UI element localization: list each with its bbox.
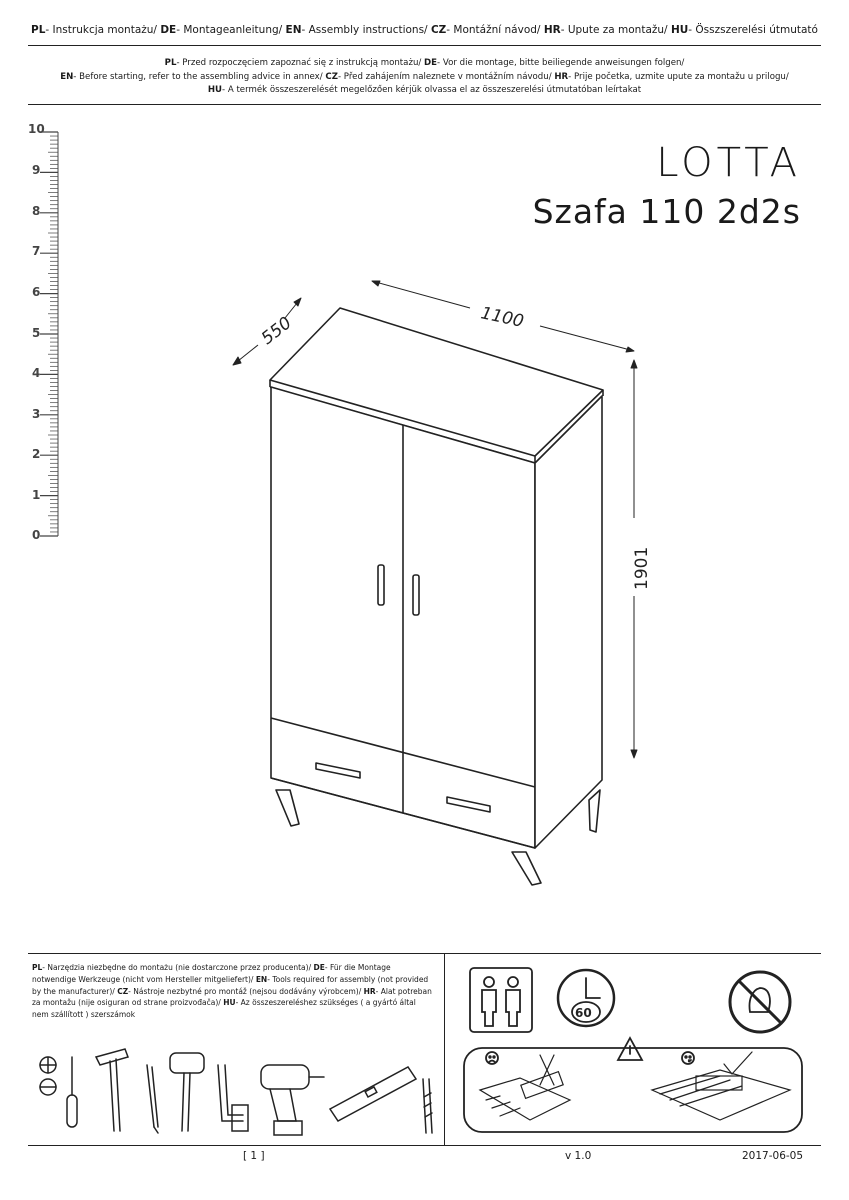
footer-divider bbox=[28, 1145, 821, 1146]
hammer-icon bbox=[96, 1049, 128, 1131]
drill-icon bbox=[261, 1065, 324, 1135]
ruler-label-2: 2 bbox=[32, 447, 41, 461]
dimension-depth: 550 bbox=[257, 313, 296, 349]
wrong-floor-illustration bbox=[480, 1055, 570, 1120]
level-icon bbox=[330, 1067, 416, 1121]
ruler-label-1: 1 bbox=[32, 488, 41, 502]
sad-face-icon bbox=[486, 1052, 498, 1064]
ruler-label-10: 10 bbox=[28, 122, 45, 136]
product-model: Szafa 110 2d2s bbox=[532, 192, 801, 231]
mallet-icon bbox=[170, 1053, 204, 1131]
drill-bit-icon bbox=[423, 1079, 432, 1133]
ruler-label-7: 7 bbox=[32, 244, 41, 258]
no-children-icon bbox=[730, 972, 790, 1032]
ruler-label-3: 3 bbox=[32, 407, 41, 421]
product-name: LOTTA bbox=[656, 140, 801, 186]
ruler bbox=[28, 122, 68, 542]
wardrobe-drawing bbox=[200, 260, 660, 900]
awl-icon bbox=[147, 1065, 158, 1133]
hex-key-icon bbox=[218, 1065, 248, 1131]
ruler-label-8: 8 bbox=[32, 204, 41, 218]
dimension-height: 1901 bbox=[632, 546, 652, 590]
dimension-width: 1100 bbox=[478, 303, 526, 332]
ruler-label-4: 4 bbox=[32, 366, 41, 380]
tools-icons bbox=[30, 1035, 440, 1140]
two-persons-icon bbox=[470, 968, 532, 1032]
correct-floor-illustration bbox=[652, 1052, 790, 1120]
panel-divider bbox=[444, 953, 445, 1145]
ruler-label-9: 9 bbox=[32, 163, 41, 177]
info-icons bbox=[460, 960, 820, 1140]
ruler-label-6: 6 bbox=[32, 285, 41, 299]
date-label: 2017-06-05 bbox=[742, 1150, 804, 1162]
happy-face-icon bbox=[682, 1052, 694, 1064]
version-label: v 1.0 bbox=[565, 1150, 592, 1162]
header-languages: PL- Instrukcja montażu/ DE- Montageanleitung/ EN- Assembly instructions/ CZ- Montážní návod/ HR- Upute za montažu/ HU- Összszerelési útmutató bbox=[31, 24, 818, 36]
advice-text: PL- Przed rozpoczęciem zapoznać się z instrukcją montażu/ DE- Vor die montage, bitte beiliegende anweisungen folgen/ EN- Before starting, refer to the assembling advice in annex/ CZ- Před zahájením naleznete v montážním návodu/ HR- Prije početka, uzmite upute za montažu u prilogu/ HU- A termék összeszerelését megelőzően kérjük olvassa el az összeszerelési útmutatóban leírtakat bbox=[60, 58, 789, 95]
screwdriver-plus-minus-icon bbox=[40, 1057, 77, 1127]
subheader-divider bbox=[28, 104, 821, 105]
assembly-time: 60 bbox=[575, 1006, 592, 1020]
ruler-label-5: 5 bbox=[32, 326, 41, 340]
warning-icon bbox=[618, 1038, 642, 1060]
tools-required-text: PL- Narzędzia niezbędne do montażu (nie dostarczone przez producenta)/ DE- Für die Montage notwendige Werkzeuge (nicht vom Hersteller mitgeliefert)/ EN- Tools required for assembly (not provided by the manufacturer)/ CZ- Nástroje nezbytné pro montáž (nejsou dodávány výrobcem)/ HR- Alat potreban za montažu (nije osiguran od strane proizvođača)/ HU- Az összeszereléshez szükséges ( a gyártó által nem szállított ) szerszámok bbox=[32, 963, 432, 1020]
tools-top-divider bbox=[28, 953, 821, 954]
page-number: [ 1 ] bbox=[243, 1150, 265, 1162]
ruler-label-0: 0 bbox=[32, 528, 41, 542]
header-divider bbox=[28, 45, 821, 46]
